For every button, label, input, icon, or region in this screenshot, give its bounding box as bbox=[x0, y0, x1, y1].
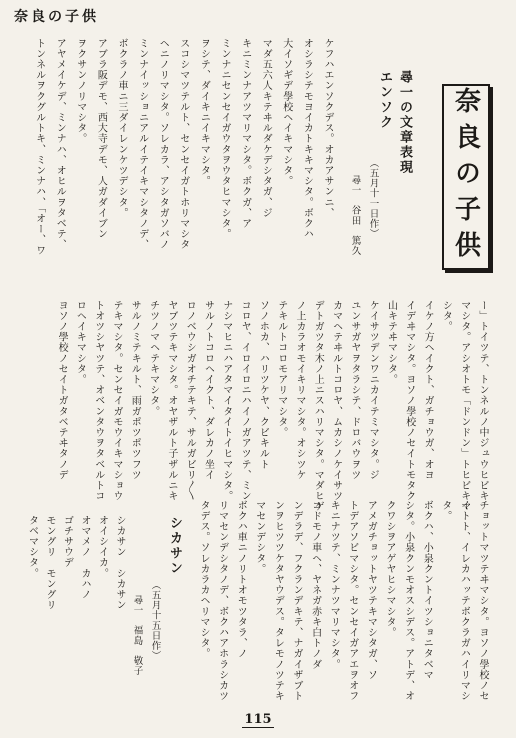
text-column: ヘニノリマシタ。ソレカラ、アシタガソバノ bbox=[157, 38, 169, 250]
text-column: ヨソノ學校ノセイトガタベテヰタノデ bbox=[56, 300, 68, 481]
text-column: トデアソビマシタ。センセイガアエヲオフ bbox=[346, 500, 358, 702]
text-column: トンネルヲクグルトキ、ミンナハ、「オー、ワ bbox=[33, 38, 45, 256]
text-column: ヲクサンノリマシタ。 bbox=[74, 38, 86, 144]
text-column: ロヘイキマシタ。 bbox=[74, 300, 86, 385]
text-column: ボクラノ車ニ三ダイレンケツデシタ。 bbox=[116, 38, 127, 219]
text-column: タベマシタ。 bbox=[26, 515, 38, 579]
text-column: ミンナイッショニアルイテイキマシタノデ、 bbox=[136, 38, 148, 250]
text-column: オマメノ カハノ bbox=[79, 515, 90, 600]
text-column: コロヤ、イロイロニハイノガアツテ、ミン bbox=[239, 300, 251, 502]
text-column: タデス。ソレカラカヘリマシタ。 bbox=[198, 500, 209, 659]
text-column: キニミンナアツマリマシタ。ボクガ、ア bbox=[239, 38, 251, 229]
text-column: モングリ モングリ bbox=[44, 515, 55, 611]
text-column: トオツシヤツテ、オベンタウヲタベルトコ bbox=[92, 300, 104, 502]
text-column: シカサン シカサン bbox=[114, 515, 125, 611]
text-column: サルノトコロヘイクト、ダレカノ坐イ bbox=[202, 300, 214, 481]
text-column: ヤブツテキマシタ。オヤザルト子ザルニキ bbox=[165, 300, 177, 502]
text-column: カマヘテヰルトコロヤ、ムカシノケイサツ bbox=[330, 300, 342, 502]
text-column: ー」トイツテ、トンネルノ中ジュウヒビキ bbox=[477, 300, 488, 502]
text-column: ソノホカ、ハリツケヤ、クビキルト bbox=[257, 300, 269, 470]
text-column: リマセンデシタノデ、ボクハアホラシカツ bbox=[216, 500, 228, 702]
text-column: アブラ阪デモ、西大寺デモ、人ガダイブン bbox=[95, 38, 107, 240]
text-column: コドモノ車ヘ、ヤネガ赤キ白トノダ bbox=[309, 500, 321, 670]
article2-author: 尋一 福島 敬子 bbox=[131, 595, 143, 676]
text-column: イトト、イレカハッテボクラガハイリマシ bbox=[458, 500, 470, 702]
text-column: ノ上カラオモイキリマシタ。オシツケ bbox=[294, 300, 305, 481]
page-number-text: 115 bbox=[244, 712, 272, 727]
text-column: ボクハ、小泉クントイツショニタベマ bbox=[421, 500, 433, 681]
text-column: ンデラデ、フクランデキテ、ナガイザブト bbox=[291, 500, 302, 702]
text-column: ゴチサウデ bbox=[61, 515, 73, 568]
article1-author: 尋一 谷田 篤久 bbox=[349, 175, 361, 256]
text-column: シタ。 bbox=[440, 300, 452, 332]
text-column: ヲシテ、ダイキニイキマシタ。 bbox=[198, 38, 210, 187]
text-column: シタ。小泉クンモオスシデス。アトデ、オ bbox=[402, 500, 414, 702]
text-column: ユンサガヤヲタラシテ、ドロバウヲツ bbox=[348, 300, 360, 481]
text-column: スコシマツテルト、センセイガトホリマシタ bbox=[177, 38, 189, 250]
text-column: オシラシテモヨイカトキキマシタ。ボクハ bbox=[301, 38, 313, 240]
running-head: 奈良の子供 bbox=[14, 9, 99, 25]
text-column: デトガツタ木ノ上ニスハリマシタ。マダヒゲ bbox=[312, 300, 324, 512]
text-column: ケイサツデンワニカイテミマシタ。ジ bbox=[367, 300, 379, 481]
text-column: ロノベウシガオチテキテ、サルガビリ〳〵 bbox=[184, 300, 196, 501]
text-column: イケノ方ヘイクト、ガチョウガ、オヨ bbox=[422, 300, 434, 481]
article1-title: エンソク bbox=[377, 70, 392, 130]
text-column: タ。 bbox=[439, 500, 451, 522]
text-column: 大イソギデ學校ヘイキマシタ。 bbox=[280, 38, 292, 187]
page-number bbox=[0, 712, 516, 728]
text-column: マシタ。アシオトモ「ドンドン」トヒビキマ bbox=[458, 300, 470, 512]
text-column: マセンデシタ。 bbox=[253, 500, 265, 575]
book-title-box bbox=[442, 84, 490, 270]
text-column: オイシイカ。 bbox=[96, 515, 108, 579]
text-column: ケフハエンソクデス。オカアサンニ、 bbox=[322, 38, 333, 219]
article1-heading: 尋一の文章表現 bbox=[397, 70, 412, 175]
text-column: マダ五六人キテヰルダケデシタガ、ジ bbox=[260, 38, 272, 219]
text-column: 山キテヰマシタ。 bbox=[385, 300, 397, 385]
text-column: テキルトコロモアリマシタ。 bbox=[275, 300, 287, 438]
text-column: キニナツテ、ミンナツマリマシタ。 bbox=[328, 500, 340, 670]
text-column: チョットマツテヰマシタ。ヨソノ學校ノセ bbox=[477, 500, 488, 702]
article2-title: シカサン bbox=[167, 516, 182, 576]
text-column: イデヰマシタ。ヨソノ學校ノセイトモタク bbox=[403, 300, 415, 502]
text-column: ボクハ車ニノリトオモツタラ、ノ bbox=[235, 500, 247, 659]
text-column: アメガチョットヤツテキマシタガ、ソ bbox=[365, 500, 377, 681]
text-column: アヤメイケデ、ミンナハ、オヒルヲタベテ、 bbox=[54, 38, 66, 250]
article1-date: （五月十一日作） bbox=[367, 158, 379, 239]
text-column: ミンナニセンセイガウタヲウタヒマシタ。 bbox=[219, 38, 230, 240]
text-column: サルノミテキルト、雨ガポツポツフツ bbox=[129, 300, 141, 481]
book-title: 奈良の子供 bbox=[450, 87, 481, 267]
text-column: クワシヲアゲヤヒシマシタ。 bbox=[384, 500, 395, 638]
text-column: ナシマヒニハアタマイタイトイヒマシタ。 bbox=[220, 300, 232, 502]
text-column: テキマシタ。センセイガモウイキマショウ bbox=[111, 300, 122, 502]
text-column: チツノマヘテキマシタ。 bbox=[147, 300, 159, 417]
article2-date: （五月十五日作） bbox=[149, 580, 161, 661]
text-column: ンヲヒツツケタヤウデス。タレモノツテキ bbox=[272, 500, 284, 702]
